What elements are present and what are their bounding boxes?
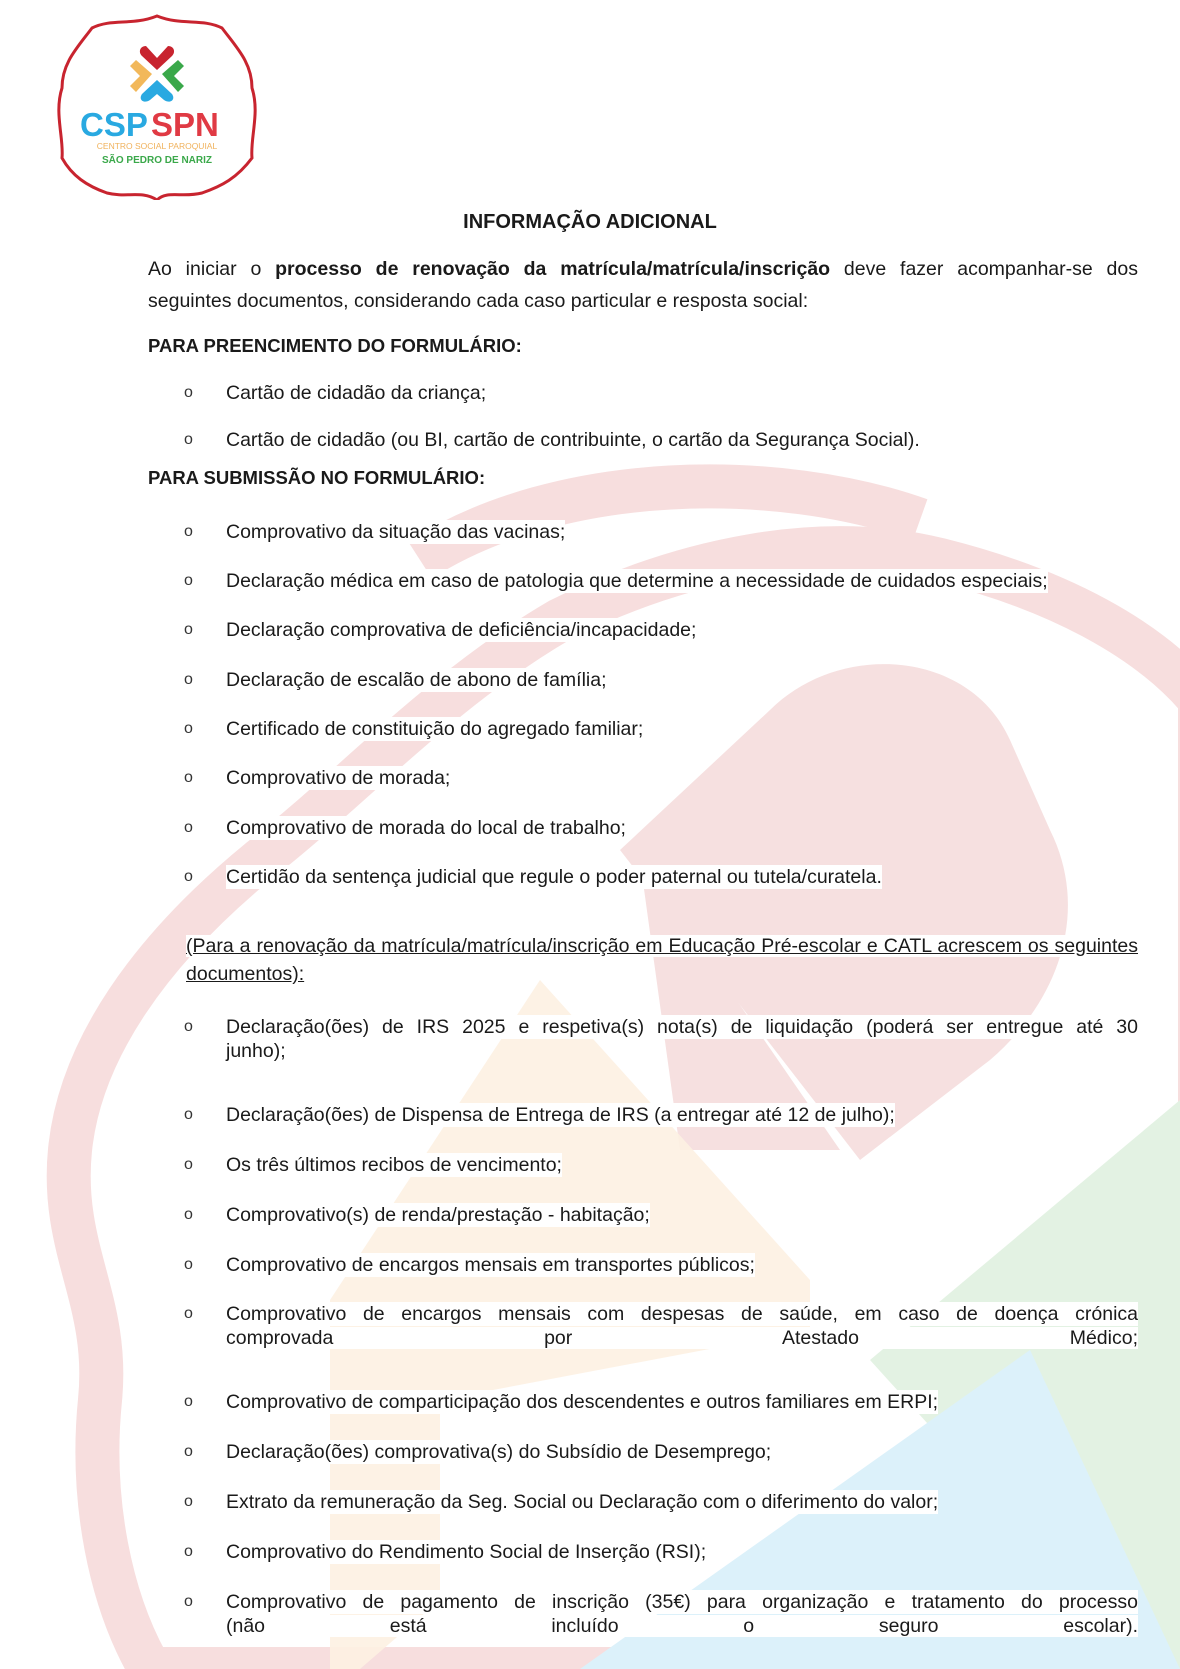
bullet-circle-icon: o bbox=[184, 431, 193, 448]
bullet-circle-icon: o bbox=[184, 1593, 193, 1610]
bullet-circle-icon: o bbox=[184, 1106, 193, 1123]
bullet-circle-icon: o bbox=[184, 621, 193, 638]
list-item-text: Declaração comprovativa de deficiência/incapacidade; bbox=[226, 619, 697, 641]
intro-line-2: seguintes documentos, considerando cada caso particular e resposta social: bbox=[148, 290, 809, 312]
list-item-line-2: junho); bbox=[226, 1040, 286, 1062]
list-item-text: Declaração(ões) de Dispensa de Entrega de IRS (a entregar até 12 de julho); bbox=[226, 1104, 895, 1126]
logo-line2: SÃO PEDRO DE NARIZ bbox=[101, 155, 213, 166]
list-item-text: Comprovativo de morada; bbox=[226, 767, 451, 789]
note-text: (Para a renovação da matrícula/matrícula/inscrição em Educação Pré-escolar e CATL acrescem os seguintes documentos): bbox=[186, 935, 1138, 985]
bullet-circle-icon: o bbox=[184, 671, 193, 688]
list-item-text: Declaração médica em caso de patologia que determine a necessidade de cuidados especiais; bbox=[226, 570, 1048, 592]
bullet-circle-icon: o bbox=[184, 1018, 193, 1035]
list-item-text: Comprovativo de morada do local de trabalho; bbox=[226, 817, 626, 839]
intro-line-1 bbox=[148, 257, 1138, 281]
bullet-circle-icon: o bbox=[184, 384, 193, 401]
bullet-circle-icon: o bbox=[184, 819, 193, 836]
list-item-line-1: Declaração(ões) de IRS 2025 e respetiva(s) nota(s) de liquidação (poderá ser entregue até 30 bbox=[226, 1016, 1138, 1038]
intro-prefix: Ao iniciar o bbox=[148, 258, 276, 280]
list-item-text: Declaração de escalão de abono de família; bbox=[226, 669, 607, 691]
section-heading-preenchimento: PARA PREENCIMENTO DO FORMULÁRIO: bbox=[148, 335, 522, 356]
intro-suffix: deve fazer acompanhar-se dos bbox=[830, 258, 1138, 280]
bullet-circle-icon: o bbox=[184, 572, 193, 589]
bullet-circle-icon: o bbox=[184, 1156, 193, 1173]
bullet-circle-icon: o bbox=[184, 1305, 193, 1322]
bullet-circle-icon: o bbox=[184, 868, 193, 885]
list-item-text: Os três últimos recibos de vencimento; bbox=[226, 1154, 562, 1176]
bullet-circle-icon: o bbox=[184, 523, 193, 540]
logo-line1: CENTRO SOCIAL PAROQUIAL bbox=[96, 141, 218, 151]
page-title: INFORMAÇÃO ADICIONAL bbox=[463, 211, 717, 233]
bullet-circle-icon: o bbox=[184, 769, 193, 786]
bullet-circle-icon: o bbox=[184, 1493, 193, 1510]
logo-acronym-blue: CSP bbox=[80, 106, 148, 143]
list-item-text: Comprovativo da situação das vacinas; bbox=[226, 521, 566, 543]
note-underlined bbox=[186, 932, 1138, 988]
bullet-circle-icon: o bbox=[184, 1256, 193, 1273]
list-item-text: Comprovativo de encargos mensais em transportes públicos; bbox=[226, 1254, 755, 1276]
list-item-text: Comprovativo do Rendimento Social de Inserção (RSI); bbox=[226, 1541, 707, 1563]
list-item-text: Extrato da remuneração da Seg. Social ou Declaração com o diferimento do valor; bbox=[226, 1491, 939, 1513]
list-item-line-1: Comprovativo de pagamento de inscrição (35€) para organização e tratamento do processo bbox=[226, 1591, 1138, 1613]
list-item-text: Certificado de constituição do agregado familiar; bbox=[226, 718, 644, 740]
organization-logo bbox=[52, 8, 262, 200]
list-item-text bbox=[226, 1302, 1138, 1350]
list-item-line-1: Comprovativo de encargos mensais com despesas de saúde, em caso de doença crónica bbox=[226, 1303, 1138, 1325]
bullet-circle-icon: o bbox=[184, 1393, 193, 1410]
list-item-line-2: comprovada por Atestado Médico; bbox=[226, 1327, 1138, 1349]
logo-acronym-red: SPN bbox=[151, 106, 219, 143]
list-item-text: Comprovativo(s) de renda/prestação - habitação; bbox=[226, 1204, 650, 1226]
bullet-circle-icon: o bbox=[184, 1543, 193, 1560]
list-item-text bbox=[226, 1590, 1138, 1638]
list-item-text: Certidão da sentença judicial que regule o poder paternal ou tutela/curatela. bbox=[226, 866, 882, 888]
section-heading-submissao: PARA SUBMISSÃO NO FORMULÁRIO: bbox=[148, 467, 486, 488]
list-item-line-2: (não está incluído o seguro escolar). bbox=[226, 1615, 1138, 1637]
intro-bold: processo de renovação da matrícula/matrícula/inscrição bbox=[275, 258, 831, 280]
list-item-text: Comprovativo de comparticipação dos descendentes e outros familiares em ERPI; bbox=[226, 1391, 939, 1413]
list-item-text: Cartão de cidadão da criança; bbox=[226, 382, 487, 404]
list-item-text: Declaração(ões) comprovativa(s) do Subsídio de Desemprego; bbox=[226, 1441, 772, 1463]
list-item-text bbox=[226, 1015, 1138, 1063]
bullet-circle-icon: o bbox=[184, 1206, 193, 1223]
bullet-circle-icon: o bbox=[184, 720, 193, 737]
list-item-text: Cartão de cidadão (ou BI, cartão de contribuinte, o cartão da Segurança Social). bbox=[226, 429, 920, 451]
bullet-circle-icon: o bbox=[184, 1443, 193, 1460]
